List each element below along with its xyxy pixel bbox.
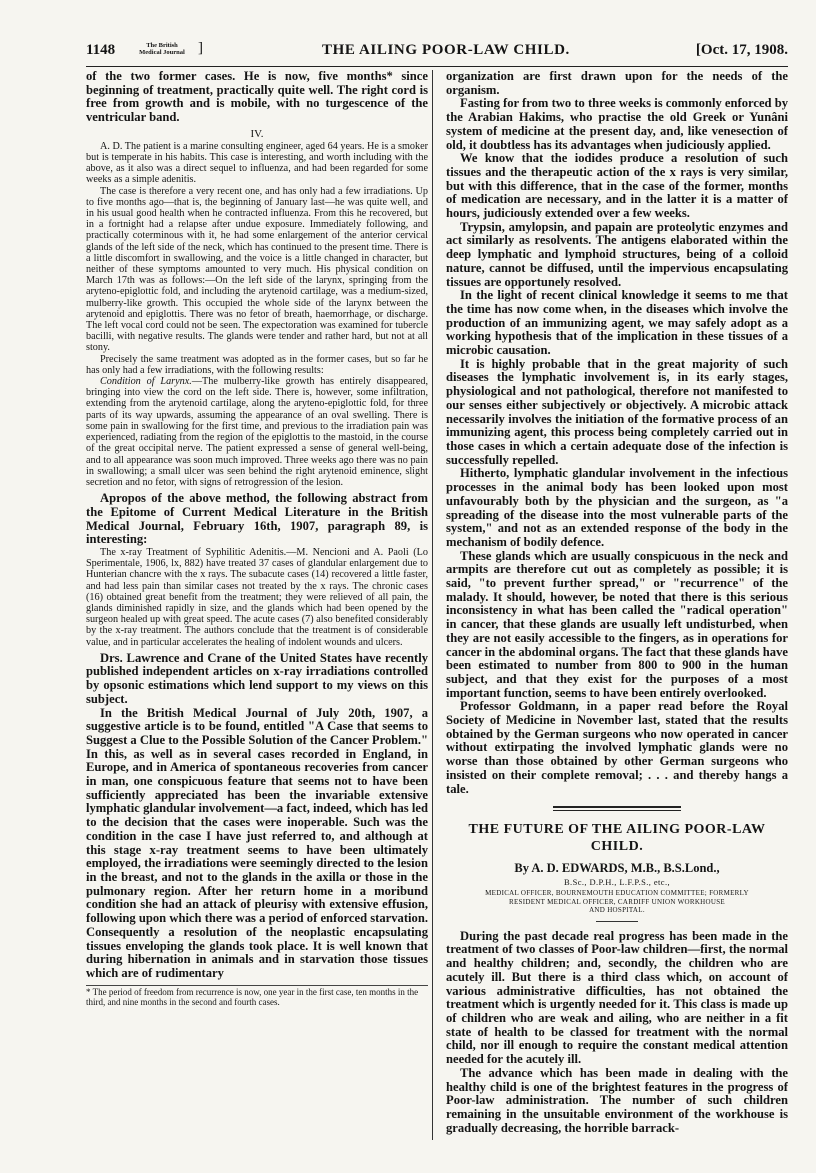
- byline-rule: [596, 921, 638, 922]
- header-rule: [86, 66, 788, 67]
- larynx-condition-label: Condition of Larynx.: [100, 376, 192, 388]
- page-number: 1148: [86, 42, 116, 58]
- right-paragraph-1: organization are first drawn upon for the needs of the organism.: [446, 70, 788, 97]
- larynx-condition-text: —The mulberry-like growth has entirely disappeared, bringing into view the cord on the left side. There is, however, some infiltration, extending from the arytenoid cartilage, along the aryteno-epiglottic fold, for three parts of its way upwards, assuming the appearance of an oval swelling. There is some pain in swallowing for the first time, and previous to the irradiation pain was experienced, radiating from the region of the epiglottis to the mastoid, in the course of the great occipital nerve. The patient expressed a sense of general well-being, and to all appearance was soon much improved. Three weeks ago there was no pain in swallowing; a small ulcer was seen behind the right arytenoid eminence, slight secretion and no fetor, with signs of retrogression of the lesion.: [86, 376, 428, 488]
- column-divider: [432, 70, 433, 1140]
- left-paragraph-1: of the two former cases. He is now, five months* since beginning of treatment, practically quite well. The right cord is free from growth and is mobile, with no turgescence of the ventricular band.: [86, 70, 428, 125]
- right-paragraph-goldmann: Professor Goldmann, in a paper read before the Royal Society of Medicine in November last, stated that the results obtained by the German surgeons who now operated in cancer without extirpating the involved lymphatic glands were no worse than those obtained by other German surgeons who insisted on their complete removal; . . . and thereby hangs a tale.: [446, 699, 788, 796]
- right-paragraph-glands: These glands which are usually conspicuous in the neck and armpits are therefore cut out as completely as possible; it is said, "to prevent further spread," or "recurrence" of the malady. It should, however, be noted that there is this serious inconsistency in what has been called the "radical operation" in cancer, that these glands are usually left undisturbed, when they are not easily accessible to the fingers, as in operations for cancer in the abdominal organs. The fact that these glands have been estimated to number from 800 to 900 in the human subject, and that they exist for the purposes of a most important function, seems to have been entirely overlooked.: [446, 548, 788, 700]
- author-office-line-3: AND HOSPITAL.: [589, 906, 645, 915]
- author-office-line-2: RESIDENT MEDICAL OFFICER, CARDIFF UNION WORKHOUSE: [508, 897, 726, 906]
- page-header: [86, 38, 788, 64]
- right-column: [446, 70, 788, 1140]
- left-paragraph-lawrence: Drs. Lawrence and Crane of the United States have recently published independent articles on x-ray irradiations controlled by opsonic estimations which lend support to my views on this subject.: [86, 650, 428, 706]
- right-paragraph-probable: It is highly probable that in the great majority of such diseases the lymphatic involvement is, in its early stages, physiological and not pathological, therefore not manifested to our senses either subjectively or objectively. A microbic attack necessarily involves the initiation of the formative process of an immunizing agent, this process being completely carried out in those cases in which a certain adequate dose of the infection is successfully repelled.: [446, 356, 788, 467]
- left-column: [86, 70, 428, 1120]
- running-title: THE AILING POOR-LAW CHILD.: [322, 42, 570, 58]
- right-paragraph-fasting: Fasting for from two to three weeks is commonly enforced by the Arabian Hakims, who practise the old Greek or Yunâni system of medicine at the present day, and, like venesection of old, it doubtless has its advantages when judiciously applied.: [446, 96, 788, 152]
- abstract-quote: The x-ray Treatment of Syphilitic Adenitis.—M. Nencioni and A. Paoli (Lo Sperimentale, 1906, lx, 882) have treated 37 cases of glandular enlargement due to Hunterian chancre with the x rays. The subacute cases (14) recovered a little faster, and had less pain than similar cases not treated by the x rays. The chronic cases (16) obtained great benefit from the treatment; they were relieved of all pain, the glands diminished rapidly in size, and the glands which had been opened by the surgeon healed up with great speed. The acute cases (7) also benefited considerably by the x-ray treatment. The authors conclude that the treatment is of considerable value, and in particular accelerates the healing of indolent wounds and ulcers.: [86, 546, 428, 648]
- header-bracket: ]: [198, 40, 203, 56]
- right-paragraph-hitherto: Hitherto, lymphatic glandular involvement in the infectious processes in the animal body has been looked upon most unfavourably both by the physician and the surgeon, as "a spreading of the disease into the most vulnerable parts of the system," and not as an extended response of the body in the mechanism of bodily defence.: [446, 466, 788, 549]
- journal-name: [126, 42, 198, 56]
- case-history: The case is therefore a very recent one, and has only had a few irradiations. Up to five months ago—that is, the beginning of January last—he was quite well, and in his usual good health when he contracted influenza. From this he recovered, but in a fortnight had a relapse after undue exposure. Immediately following, and practically coterminous with it, he had some enlargement of the anterior cervical glands of the left side of the neck, which has continued to the present time. There is a little discomfort in swallowing, and the voice is a little changed in character, but neither of these symptoms amounted to very much. His physical condition on March 17th was as follows:—On the left side of the larynx, springing from the aryteno-epiglottic fold, and including the arytenoid cartilage, was a medium-sized, mulberry-like growth. This occupied the whole side of the larynx between the arytenoid and epiglottis. There was no fetor of breath, haemorrhage, or discharge. The left vocal cord could not be seen. The expectoration was examined for tubercle bacilli, with negative results. The glands were tender and rather hard, but not at all stony.: [86, 185, 428, 354]
- case-intro: A. D. The patient is a marine consulting engineer, aged 64 years. He is a smoker but is temperate in his habits. This case is interesting, and worth including with the above, as it also was a direct sequel to influenza, and had been regarded for some weeks as a simple adenitis.: [86, 140, 428, 186]
- larynx-condition: [86, 376, 428, 488]
- right-paragraph-iodides: We know that the iodides produce a resolution of such tissues and the therapeutic action of the x rays is very similar, but with this difference, that in the case of the former, months of medication are necessary, and in the latter it is a matter of hours, judiciously extended over a few weeks.: [446, 151, 788, 221]
- right-paragraph-hypothesis: In the light of recent clinical knowledge it seems to me that the time has now come when, in the diseases which involve the production of an immunizing agent, we may safely adopt as a working hypothesis that of the implication in these tissues of a microbic causation.: [446, 288, 788, 358]
- author-qualifications: B.Sc., D.P.H., L.F.P.S., etc.,: [563, 877, 670, 888]
- section-heading: IV.: [250, 127, 264, 140]
- journal-name-line1: The British: [146, 42, 178, 49]
- article-paragraph-1: During the past decade real progress has been made in the treatment of two classes of Poor-law children—first, the normal and healthy children; and, secondly, the children who are acutely ill. But there is a third class which, on account of various administrative difficulties, has not obtained the treatment which is urgently needed for it. This class is made up of children who are weak and ailing, who are neither in a fit state of health to be classed for treatment with the normal child, nor ill enough to require the constant medical attention needed for the acutely ill.: [446, 928, 788, 1067]
- article-title: THE FUTURE OF THE AILING POOR-LAW CHILD.: [468, 822, 766, 855]
- journal-name-line2: Medical Journal: [139, 49, 185, 56]
- abstract-intro: Apropos of the above method, the following abstract from the Epitome of Current Medical Literature in the British Medical Journal, February 16th, 1907, paragraph 89, is interesting:: [86, 491, 428, 547]
- right-paragraph-enzymes: Trypsin, amylopsin, and papain are proteolytic enzymes and act similarly as resolvents. The antigens elaborated within the deep lymphatic and lymphoid structures, being of a colloid nature, cannot be diffused, until the impervious encapsulating tissues are opportunely resolved.: [446, 219, 788, 289]
- footnote: * The period of freedom from recurrence is now, one year in the first case, ten months in the third, and nine months in the second and fourth cases.: [86, 985, 428, 1007]
- treatment-note: Precisely the same treatment was adopted as in the former cases, but so far he has only had a few irradiations, with the following results:: [86, 353, 428, 376]
- author-office-line-1: MEDICAL OFFICER, BOURNEMOUTH EDUCATION COMMITTEE; FORMERLY: [485, 889, 749, 898]
- article-paragraph-2: The advance which has been made in dealing with the healthy child is one of the brightest features in the progress of Poor-law administration. The number of such children remaining in the unsuitable environment of the workhouse is gradually decreasing, the horrible barrack-: [446, 1065, 788, 1135]
- article-separator: [553, 806, 681, 811]
- issue-date: [Oct. 17, 1908.: [695, 42, 788, 58]
- author-byline: By A. D. EDWARDS, M.B., B.S.Lond.,: [514, 861, 720, 876]
- left-paragraph-cancer: In the British Medical Journal of July 20th, 1907, a suggestive article is to be found, entitled "A Case that seems to Suggest a Clue to the Possible Solution of the Cancer Problem." In this, as well as in several cases recorded in England, in Europe, and in America of spontaneous recoveries from cancer in man, one conspicuous feature that seems not to have been sufficiently appreciated has been the invariable extensive lymphatic glandular involvement—a fact, indeed, which has led to the decision that the cases were inoperable. Such was the condition in the case I have just referred to, and although at this stage x-ray treatment seems to have been ultimately employed, the irradiations were seemingly directed to the lesion in the breast, and not to the glands in the axilla or those in the pulmonary region. After her return home in a moribund condition she had an attack of pleurisy with extensive effusion, following upon which there was a period of enforced starvation. Consequently a resolution of the neoplastic encapsulating tissues enveloping the glands took place. It is well known that during hibernation in animals and in starvation those tissues which are of rudimentary: [86, 705, 428, 980]
